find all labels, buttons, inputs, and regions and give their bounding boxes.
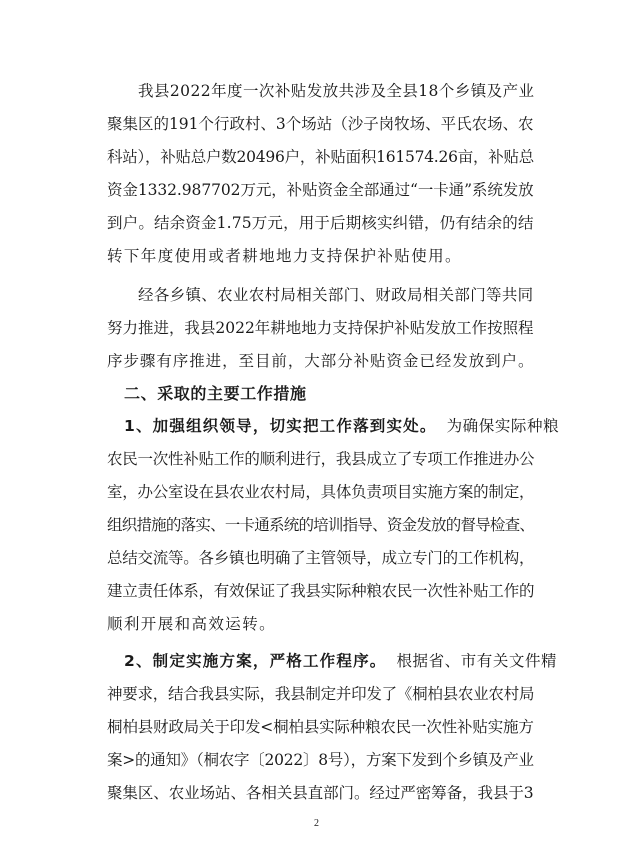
paragraph-first-line (124, 412, 559, 440)
paragraph-line: 顺利开展和高效运转。 (107, 615, 277, 633)
section-heading: 二、采取的主要工作措施 (124, 384, 307, 403)
paragraph-line: 聚集区、农业场站、各相关县直部门。经过严密筹备，我县于3 (107, 784, 534, 802)
paragraph-line: 转下年度使用或者耕地地力支持保护补贴使用。 (107, 247, 462, 265)
paragraph-line: 室，办公室设在县农业农村局，具体负责项目实施方案的制定， (107, 483, 535, 501)
paragraph-line: 总结交流等。各乡镇也明确了主管领导，成立专门的工作机构， (107, 549, 535, 567)
paragraph-line: 案>的通知》（桐农字〔2022〕8号），方案下发到个乡镇及产业 (107, 751, 534, 769)
measure-1-first-line-text: 为确保实际种粮 (446, 417, 560, 435)
measure-1-lead: 1、加强组织领导，切实把工作落到实处。 (124, 417, 437, 435)
measure-2-lead: 2、制定实施方案，严格工作程序。 (124, 652, 387, 670)
paragraph-line: 经各乡镇、农业农村局相关部门、财政局相关部门等共同 (138, 286, 534, 304)
page-number: 2 (314, 818, 319, 829)
paragraph-line: 到户。结余资金1.75万元，用于后期核实纠错，仍有结余的结 (107, 214, 534, 232)
paragraph-line: 努力推进，我县2022年耕地地力支持保护补贴发放工作按照程 (107, 319, 534, 337)
paragraph-line: 组织措施的落实、一卡通系统的培训指导、资金发放的督导检查、 (107, 516, 535, 534)
paragraph-line: 聚集区的191个行政村、3个场站（沙子岗牧场、平氏农场、农 (107, 115, 534, 133)
paragraph-line: 农民一次性补贴工作的顺利进行，我县成立了专项工作推进办公 (107, 450, 535, 468)
paragraph-line: 桐柏县财政局关于印发<桐柏县实际种粮农民一次性补贴实施方 (107, 718, 534, 736)
paragraph-line: 序步骤有序推进，至目前，大部分补贴资金已经发放到户。 (107, 352, 535, 370)
paragraph-line: 资金1332.987702万元，补贴资金全部通过“一卡通”系统发放 (107, 181, 534, 199)
measure-2-first-line-text: 根据省、市有关文件精 (396, 652, 558, 670)
paragraph-first-line (124, 647, 557, 675)
paragraph-line: 神要求，结合我县实际，我县制定并印发了《桐柏县农业农村局 (107, 685, 535, 703)
paragraph-line: 建立责任体系，有效保证了我县实际种粮农民一次性补贴工作的 (107, 582, 535, 600)
paragraph-line: 科站），补贴总户数20496户，补贴面积161574.26亩，补贴总 (107, 148, 534, 166)
paragraph-line: 我县2022年度一次补贴发放共涉及全县18个乡镇及产业 (138, 82, 535, 100)
